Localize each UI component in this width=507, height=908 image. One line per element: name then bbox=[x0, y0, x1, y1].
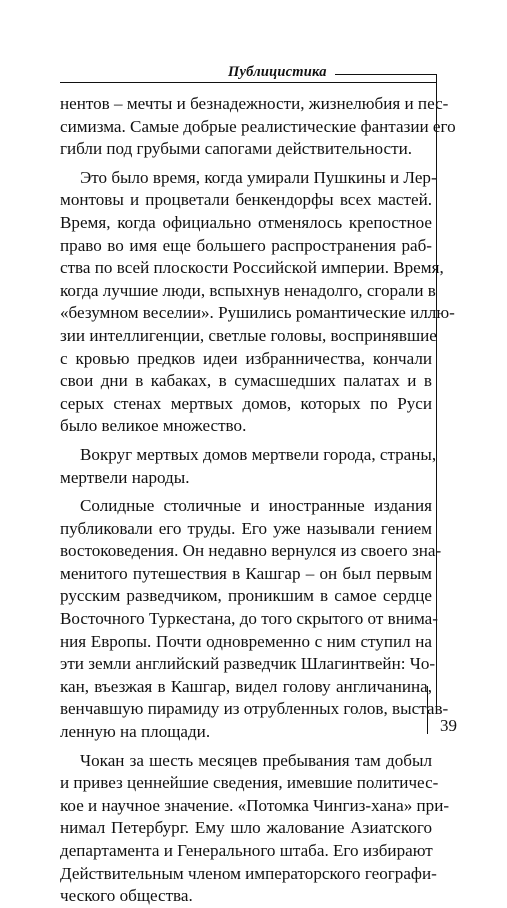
running-head-title: Публицистика bbox=[228, 64, 327, 80]
text-line: и привез ценнейшие сведения, имевшие политичес- bbox=[60, 773, 439, 793]
text-line: монтовы и процветали бенкендорфы всех мастей. bbox=[60, 190, 432, 210]
text-line: с кровью предков идеи избранничества, кончали bbox=[60, 348, 432, 368]
text-line: Чокан за шесть месяцев пребывания там добыл bbox=[80, 750, 432, 770]
text-line: кое и научное значение. «Потомка Чингиз-хана» при- bbox=[60, 795, 450, 815]
page-number: 39 bbox=[440, 716, 457, 735]
text-line: ния Европы. Почти одновременно с ним ступил на bbox=[60, 631, 432, 651]
text-line: нентов – мечты и безнадежности, жизнелюбия и пес- bbox=[60, 94, 449, 113]
text-line: симизма. Самые добрые реалистические фантазии его bbox=[60, 116, 456, 136]
text-line: венчавшую пирамиду из отрубленных голов, выстав- bbox=[60, 699, 449, 719]
text-line: русским разведчиком, проникшим в самое сердце bbox=[60, 586, 432, 606]
text-line: ческого общества. bbox=[60, 886, 193, 906]
text-line: публиковали его труды. Его уже называли гением bbox=[60, 518, 432, 538]
text-line: зии интеллигенции, светлые головы, воспринявшие bbox=[60, 325, 437, 345]
text-line: департамента и Генерального штаба. Его избирают bbox=[60, 841, 433, 860]
text-line: ства по всей плоскости Российской империи. Время, bbox=[60, 258, 444, 278]
text-line: эти земли английский разведчик Шлагинтвейн: Чо- bbox=[60, 654, 436, 674]
header-rule bbox=[60, 82, 436, 83]
text-line: менитого путешествия в Кашгар – он был первым bbox=[60, 563, 432, 583]
header-top-rule bbox=[335, 74, 436, 75]
text-line: востоковедения. Он недавно вернулся из своего зна- bbox=[60, 541, 442, 561]
text-line: гибли под грубыми сапогами действительности. bbox=[60, 139, 413, 159]
text-line: серых стенах мертвых домов, которых по Руси bbox=[60, 393, 432, 413]
text-line: Это было время, когда умирали Пушкины и Лер- bbox=[80, 167, 437, 187]
text-line: было великое множество. bbox=[60, 416, 247, 436]
text-line: когда лучшие люди, вспыхнув ненадолго, сгорали в bbox=[60, 280, 436, 300]
text-line: нимал Петербург. Ему шло жалование Азиатского bbox=[60, 818, 432, 838]
text-line: Солидные столичные и иностранные издания bbox=[80, 496, 432, 516]
text-line: право во имя еще большего распространения раб- bbox=[60, 235, 432, 255]
text-line: Время, когда официально отменялось крепостное bbox=[60, 212, 432, 232]
text-line: «безумном веселии». Рушились романтические иллю- bbox=[60, 303, 455, 323]
text-line: Восточного Туркестана, до того скрытого от внима- bbox=[60, 609, 438, 629]
text-line: Действительным членом императорского географи- bbox=[60, 863, 437, 883]
text-line: кан, въезжая в Кашгар, видел голову англичанина, bbox=[60, 676, 432, 696]
text-line: свои дни в кабаках, в сумасшедших палатах и в bbox=[60, 371, 432, 391]
text-line: Вокруг мертвых домов мертвели города, страны, bbox=[80, 444, 437, 464]
text-line: ленную на площади. bbox=[60, 722, 211, 742]
text-line: мертвели народы. bbox=[60, 467, 190, 487]
